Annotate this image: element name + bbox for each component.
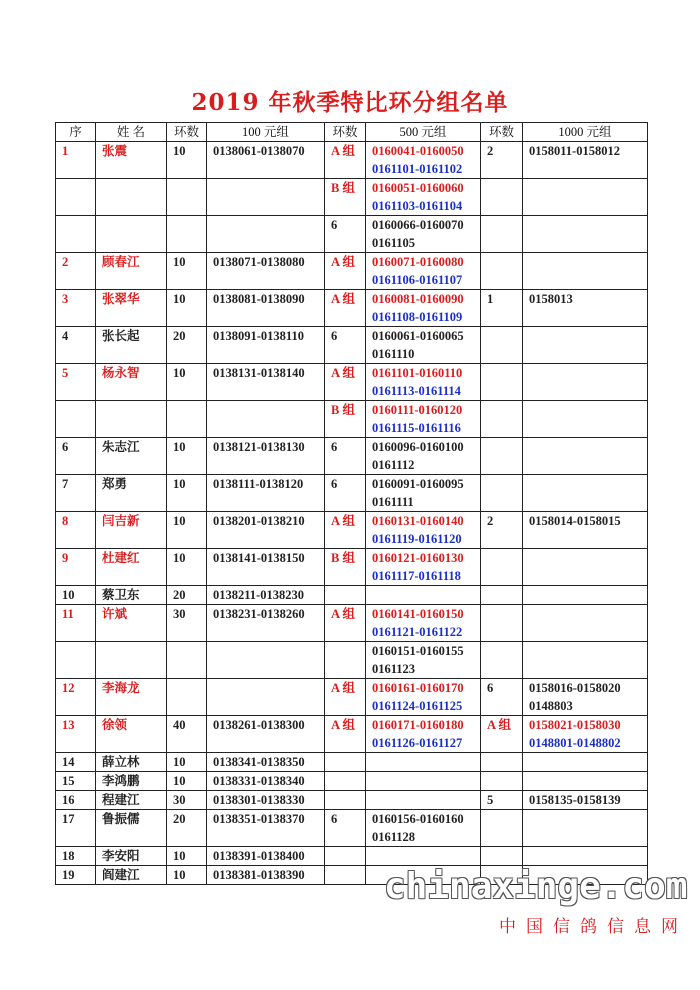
range-1000-cell xyxy=(523,253,648,290)
count-500-cell xyxy=(325,791,366,810)
table-row xyxy=(56,475,648,512)
count-500-cell: B 组 xyxy=(325,179,366,216)
name-cell: 张长起 xyxy=(96,327,167,364)
name-cell xyxy=(96,216,167,253)
seq-cell: 4 xyxy=(56,327,96,364)
name-cell xyxy=(96,401,167,438)
table-row xyxy=(56,679,648,716)
range-1000-cell xyxy=(523,216,648,253)
count-100-cell xyxy=(167,679,207,716)
name-cell: 李安阳 xyxy=(96,847,167,866)
count-1000-cell xyxy=(481,753,523,772)
count-1000-cell xyxy=(481,401,523,438)
seq-cell: 17 xyxy=(56,810,96,847)
range-1000-cell xyxy=(523,438,648,475)
name-cell xyxy=(96,179,167,216)
range-100-cell: 0138341-0138350 xyxy=(207,753,325,772)
table-header-row xyxy=(56,123,648,142)
count-500-cell xyxy=(325,847,366,866)
range-500-cell-line: 0161101-0160110 xyxy=(372,366,463,380)
range-1000-cell xyxy=(523,364,648,401)
range-500-cell xyxy=(366,142,481,179)
seq-cell xyxy=(56,179,96,216)
table-row xyxy=(56,401,648,438)
header-100-group: 100 元组 xyxy=(207,123,325,142)
count-100-cell: 30 xyxy=(167,605,207,642)
range-500-cell-line: 0161108-0161109 xyxy=(372,310,463,324)
name-cell: 杨永智 xyxy=(96,364,167,401)
table-row xyxy=(56,847,648,866)
range-500-cell-line: 0161126-0161127 xyxy=(372,736,463,750)
seq-cell: 12 xyxy=(56,679,96,716)
seq-cell: 19 xyxy=(56,866,96,885)
count-100-cell: 10 xyxy=(167,549,207,586)
name-cell: 顾春江 xyxy=(96,253,167,290)
range-500-cell xyxy=(366,290,481,327)
table-row xyxy=(56,327,648,364)
range-500-cell xyxy=(366,679,481,716)
watermark-site: chinaxinge.com xyxy=(384,866,688,907)
name-cell: 张震 xyxy=(96,142,167,179)
range-1000-cell-line: 0158016-0158020 xyxy=(529,681,621,695)
page-title: 2019 年秋季特比环分组名单 xyxy=(191,89,509,116)
range-500-cell-line: 0161128 xyxy=(372,830,416,844)
range-100-cell: 0138381-0138390 xyxy=(207,866,325,885)
table-row xyxy=(56,512,648,549)
count-500-cell: A 组 xyxy=(325,142,366,179)
range-1000-cell xyxy=(523,327,648,364)
range-500-cell-line: 0161105 xyxy=(372,236,416,250)
seq-cell: 6 xyxy=(56,438,96,475)
range-1000-cell xyxy=(523,179,648,216)
range-500-cell-line: 0161119-0161120 xyxy=(372,532,462,546)
seq-cell: 10 xyxy=(56,586,96,605)
range-500-cell-line: 0161106-0161107 xyxy=(372,273,463,287)
seq-cell: 13 xyxy=(56,716,96,753)
range-100-cell: 0138351-0138370 xyxy=(207,810,325,847)
header-seq: 序 xyxy=(56,123,96,142)
seq-cell xyxy=(56,216,96,253)
count-100-cell xyxy=(167,179,207,216)
range-500-cell-line: 0160131-0160140 xyxy=(372,514,464,528)
count-100-cell: 40 xyxy=(167,716,207,753)
range-500-cell xyxy=(366,438,481,475)
range-500-cell-line: 0160081-0160090 xyxy=(372,292,464,306)
range-500-cell xyxy=(366,253,481,290)
name-cell: 朱志江 xyxy=(96,438,167,475)
count-500-cell: A 组 xyxy=(325,716,366,753)
seq-cell: 9 xyxy=(56,549,96,586)
range-500-cell xyxy=(366,753,481,772)
count-1000-cell xyxy=(481,847,523,866)
table-row xyxy=(56,549,648,586)
range-100-cell: 0138301-0138330 xyxy=(207,791,325,810)
range-500-cell-line: 0160051-0160060 xyxy=(372,181,464,195)
name-cell: 徐领 xyxy=(96,716,167,753)
count-1000-cell: A 组 xyxy=(481,716,523,753)
seq-cell: 2 xyxy=(56,253,96,290)
count-100-cell: 10 xyxy=(167,142,207,179)
count-1000-cell xyxy=(481,605,523,642)
name-cell: 张翠华 xyxy=(96,290,167,327)
count-100-cell: 10 xyxy=(167,512,207,549)
range-100-cell: 0138071-0138080 xyxy=(207,253,325,290)
range-100-cell: 0138061-0138070 xyxy=(207,142,325,179)
range-100-cell: 0138201-0138210 xyxy=(207,512,325,549)
count-1000-cell xyxy=(481,642,523,679)
seq-cell xyxy=(56,642,96,679)
range-1000-cell xyxy=(523,549,648,586)
range-500-cell-line: 0161115-0161116 xyxy=(372,421,461,435)
range-500-cell xyxy=(366,791,481,810)
count-500-cell: A 组 xyxy=(325,605,366,642)
table-row xyxy=(56,642,648,679)
count-100-cell: 20 xyxy=(167,327,207,364)
count-500-cell xyxy=(325,753,366,772)
count-500-cell: A 组 xyxy=(325,290,366,327)
count-100-cell: 10 xyxy=(167,753,207,772)
range-500-cell-line: 0161110 xyxy=(372,347,415,361)
range-1000-cell xyxy=(523,679,648,716)
range-500-cell xyxy=(366,810,481,847)
range-100-cell: 0138231-0138260 xyxy=(207,605,325,642)
count-100-cell: 10 xyxy=(167,364,207,401)
count-500-cell: A 组 xyxy=(325,512,366,549)
range-100-cell: 0138391-0138400 xyxy=(207,847,325,866)
range-500-cell-line: 0161101-0161102 xyxy=(372,162,463,176)
range-500-cell xyxy=(366,216,481,253)
count-1000-cell xyxy=(481,253,523,290)
range-1000-cell xyxy=(523,290,648,327)
count-1000-cell: 2 xyxy=(481,512,523,549)
table-row xyxy=(56,290,648,327)
count-500-cell: A 组 xyxy=(325,364,366,401)
count-100-cell: 30 xyxy=(167,791,207,810)
range-500-cell-line: 0161112 xyxy=(372,458,415,472)
range-500-cell-line: 0160091-0160095 xyxy=(372,477,464,491)
count-1000-cell: 1 xyxy=(481,290,523,327)
seq-cell: 5 xyxy=(56,364,96,401)
range-500-cell xyxy=(366,179,481,216)
range-100-cell xyxy=(207,216,325,253)
range-1000-cell xyxy=(523,791,648,810)
seq-cell: 1 xyxy=(56,142,96,179)
range-500-cell-line: 0160096-0160100 xyxy=(372,440,464,454)
range-500-cell-line: 0160151-0160155 xyxy=(372,644,464,658)
count-500-cell xyxy=(325,586,366,605)
count-100-cell xyxy=(167,642,207,679)
range-500-cell xyxy=(366,512,481,549)
count-1000-cell xyxy=(481,772,523,791)
range-1000-cell-line: 0158011-0158012 xyxy=(529,144,620,158)
range-500-cell-line: 0161124-0161125 xyxy=(372,699,463,713)
table-row xyxy=(56,810,648,847)
range-500-cell-line: 0160171-0160180 xyxy=(372,718,464,732)
count-1000-cell xyxy=(481,364,523,401)
range-500-cell-line: 0160066-0160070 xyxy=(372,218,464,232)
range-500-cell xyxy=(366,716,481,753)
range-500-cell-line: 0160156-0160160 xyxy=(372,812,464,826)
range-1000-cell-line: 0158014-0158015 xyxy=(529,514,621,528)
count-500-cell: B 组 xyxy=(325,549,366,586)
count-500-cell xyxy=(325,642,366,679)
table-row xyxy=(56,364,648,401)
count-1000-cell: 2 xyxy=(481,142,523,179)
count-1000-cell xyxy=(481,327,523,364)
range-1000-cell xyxy=(523,586,648,605)
count-500-cell: B 组 xyxy=(325,401,366,438)
range-500-cell-line: 0161117-0161118 xyxy=(372,569,461,583)
header-count-1000: 环数 xyxy=(481,123,523,142)
count-100-cell: 10 xyxy=(167,866,207,885)
name-cell: 薛立林 xyxy=(96,753,167,772)
header-count-100: 环数 xyxy=(167,123,207,142)
table-row xyxy=(56,438,648,475)
range-500-cell-line: 0160041-0160050 xyxy=(372,144,464,158)
count-100-cell: 10 xyxy=(167,253,207,290)
range-1000-cell xyxy=(523,847,648,866)
header-count-500: 环数 xyxy=(325,123,366,142)
range-500-cell xyxy=(366,364,481,401)
range-1000-cell xyxy=(523,512,648,549)
count-100-cell xyxy=(167,216,207,253)
range-1000-cell xyxy=(523,475,648,512)
count-1000-cell xyxy=(481,438,523,475)
count-500-cell xyxy=(325,772,366,791)
count-100-cell: 10 xyxy=(167,290,207,327)
range-1000-cell xyxy=(523,716,648,753)
name-cell: 蔡卫东 xyxy=(96,586,167,605)
seq-cell: 16 xyxy=(56,791,96,810)
range-500-cell-line: 0161121-0161122 xyxy=(372,625,463,639)
range-100-cell xyxy=(207,642,325,679)
range-500-cell xyxy=(366,642,481,679)
range-500-cell xyxy=(366,327,481,364)
seq-cell: 14 xyxy=(56,753,96,772)
count-500-cell: 6 xyxy=(325,327,366,364)
range-100-cell: 0138211-0138230 xyxy=(207,586,325,605)
count-100-cell xyxy=(167,401,207,438)
range-1000-cell-line: 0148801-0148802 xyxy=(529,736,621,750)
range-500-cell xyxy=(366,772,481,791)
range-100-cell: 0138111-0138120 xyxy=(207,475,325,512)
range-1000-cell xyxy=(523,810,648,847)
table-row xyxy=(56,142,648,179)
name-cell: 闫吉新 xyxy=(96,512,167,549)
name-cell: 程建江 xyxy=(96,791,167,810)
range-1000-cell xyxy=(523,772,648,791)
count-100-cell: 10 xyxy=(167,475,207,512)
count-500-cell: A 组 xyxy=(325,679,366,716)
range-500-cell-line: 0161111 xyxy=(372,495,414,509)
range-500-cell-line: 0160141-0160150 xyxy=(372,607,464,621)
range-1000-cell-line: 0158021-0158030 xyxy=(529,718,621,732)
table-row xyxy=(56,772,648,791)
name-cell: 鲁振儒 xyxy=(96,810,167,847)
range-500-cell-line: 0161123 xyxy=(372,662,416,676)
range-500-cell-line: 0161103-0161104 xyxy=(372,199,463,213)
seq-cell: 3 xyxy=(56,290,96,327)
range-500-cell-line: 0160061-0160065 xyxy=(372,329,464,343)
range-1000-cell-line: 0158013 xyxy=(529,292,573,306)
range-100-cell: 0138081-0138090 xyxy=(207,290,325,327)
range-100-cell xyxy=(207,179,325,216)
count-100-cell: 10 xyxy=(167,772,207,791)
name-cell: 阎建江 xyxy=(96,866,167,885)
table-row xyxy=(56,216,648,253)
range-100-cell: 0138141-0138150 xyxy=(207,549,325,586)
seq-cell: 11 xyxy=(56,605,96,642)
range-100-cell xyxy=(207,401,325,438)
name-cell: 郑勇 xyxy=(96,475,167,512)
roster-body xyxy=(56,142,648,885)
name-cell: 许斌 xyxy=(96,605,167,642)
header-name: 姓 名 xyxy=(96,123,167,142)
header-1000-group: 1000 元组 xyxy=(523,123,648,142)
count-100-cell: 20 xyxy=(167,586,207,605)
range-1000-cell-line: 0148803 xyxy=(529,699,573,713)
range-500-cell xyxy=(366,401,481,438)
range-500-cell xyxy=(366,549,481,586)
name-cell: 杜建红 xyxy=(96,549,167,586)
range-100-cell xyxy=(207,679,325,716)
range-500-cell-line: 0160161-0160170 xyxy=(372,681,464,695)
range-1000-cell-line: 0158135-0158139 xyxy=(529,793,621,807)
range-100-cell: 0138261-0138300 xyxy=(207,716,325,753)
range-500-cell xyxy=(366,475,481,512)
count-1000-cell xyxy=(481,549,523,586)
range-1000-cell xyxy=(523,605,648,642)
roster-table xyxy=(55,122,648,885)
range-500-cell-line: 0160121-0160130 xyxy=(372,551,464,565)
count-1000-cell xyxy=(481,810,523,847)
range-500-cell-line: 0160071-0160080 xyxy=(372,255,464,269)
seq-cell xyxy=(56,401,96,438)
seq-cell: 8 xyxy=(56,512,96,549)
count-1000-cell xyxy=(481,216,523,253)
count-1000-cell: 6 xyxy=(481,679,523,716)
count-1000-cell xyxy=(481,179,523,216)
range-1000-cell xyxy=(523,401,648,438)
count-500-cell: 6 xyxy=(325,475,366,512)
count-1000-cell: 5 xyxy=(481,791,523,810)
count-500-cell: 6 xyxy=(325,810,366,847)
count-500-cell: 6 xyxy=(325,438,366,475)
count-100-cell: 10 xyxy=(167,847,207,866)
range-500-cell xyxy=(366,586,481,605)
range-1000-cell xyxy=(523,642,648,679)
table-row xyxy=(56,605,648,642)
range-500-cell-line: 0161113-0161114 xyxy=(372,384,461,398)
range-500-cell xyxy=(366,605,481,642)
range-100-cell: 0138121-0138130 xyxy=(207,438,325,475)
count-500-cell: 6 xyxy=(325,216,366,253)
seq-cell: 15 xyxy=(56,772,96,791)
table-row xyxy=(56,179,648,216)
count-100-cell: 10 xyxy=(167,438,207,475)
range-100-cell: 0138091-0138110 xyxy=(207,327,325,364)
seq-cell: 7 xyxy=(56,475,96,512)
range-100-cell: 0138131-0138140 xyxy=(207,364,325,401)
count-500-cell xyxy=(325,866,366,885)
watermark-name: 中国信鸽信息网 xyxy=(499,917,688,937)
table-row xyxy=(56,753,648,772)
name-cell: 李海龙 xyxy=(96,679,167,716)
name-cell: 李鸿鹏 xyxy=(96,772,167,791)
range-500-cell-line: 0160111-0160120 xyxy=(372,403,463,417)
table-row xyxy=(56,716,648,753)
seq-cell: 18 xyxy=(56,847,96,866)
count-1000-cell xyxy=(481,586,523,605)
table-row xyxy=(56,253,648,290)
range-100-cell: 0138331-0138340 xyxy=(207,772,325,791)
table-row xyxy=(56,586,648,605)
count-1000-cell xyxy=(481,475,523,512)
count-100-cell: 20 xyxy=(167,810,207,847)
range-500-cell xyxy=(366,847,481,866)
range-1000-cell xyxy=(523,753,648,772)
range-1000-cell xyxy=(523,142,648,179)
name-cell xyxy=(96,642,167,679)
count-500-cell: A 组 xyxy=(325,253,366,290)
table-row xyxy=(56,791,648,810)
header-500-group: 500 元组 xyxy=(366,123,481,142)
